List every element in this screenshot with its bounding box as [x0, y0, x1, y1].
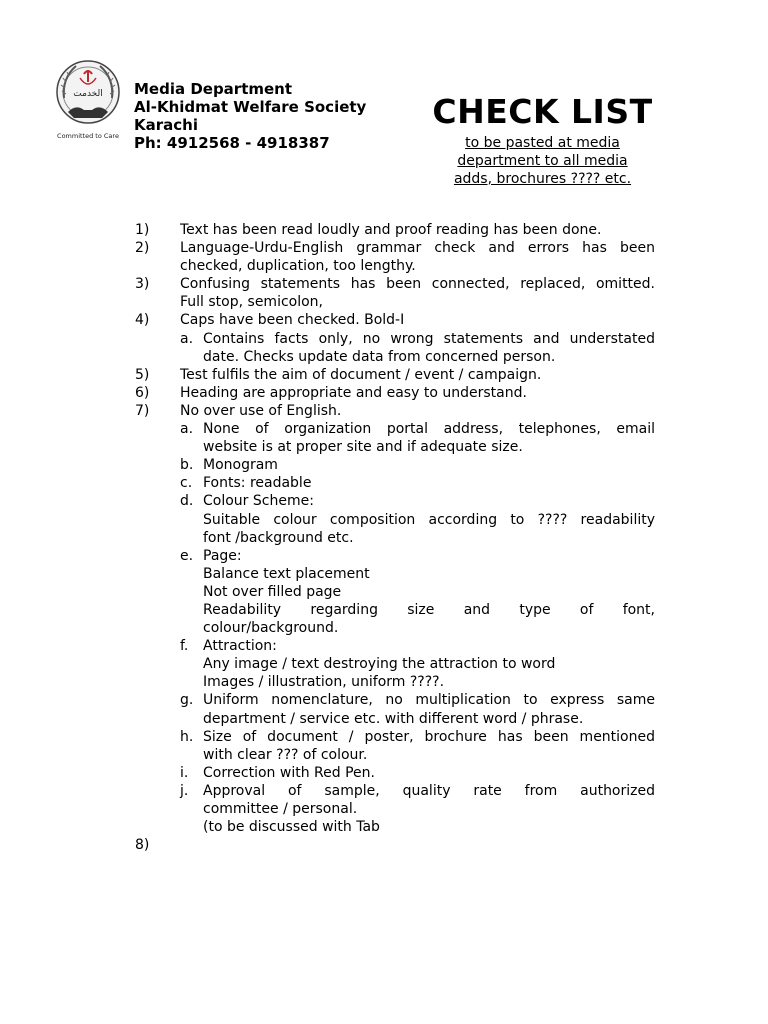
sub-item-text: Approval of sample, quality rate from authorized [203, 782, 655, 799]
sub-item-letter: b. [180, 457, 194, 474]
sub-item-text: date. Checks update data from concerned person. [203, 348, 556, 365]
sub-item-text: Attraction: [203, 638, 277, 655]
item-text: Confusing statements has been connected, replaced, omitted. [180, 276, 655, 293]
sub-item-7j [180, 782, 655, 836]
sub-item-text: committee / personal. [203, 801, 358, 817]
sub-item-letter: e. [180, 547, 194, 564]
sub-item-text: with clear ??? of colour. [203, 746, 368, 763]
sub-item-text: Uniform nomenclature, no multiplication to express same [203, 692, 655, 709]
item-number: 6) [135, 384, 150, 401]
sub-item-4a [180, 330, 655, 366]
checklist-item-7 [135, 402, 655, 836]
subtitle-line: to be pasted at media [465, 135, 620, 151]
sub-item-text: Fonts: readable [203, 475, 312, 492]
subtitle-line: adds, brochures ???? etc. [453, 171, 632, 187]
sub-item-text: Images / illustration, uniform ????. [203, 674, 445, 691]
item-text: Test fulfils the aim of document / event / campaign. [180, 366, 542, 383]
checklist-item-1 [135, 221, 655, 239]
sub-item-text: website is at proper site and if adequate size. [203, 439, 523, 456]
sub-item-letter: i. [180, 764, 189, 781]
sub-item-text: department / service etc. with different word / phrase. [203, 710, 584, 727]
item-text: Language-Urdu-English grammar check and errors has been [180, 240, 655, 257]
department-name: Media Department [134, 80, 293, 98]
sub-item-text: font /background etc. [203, 529, 354, 546]
item-number: 5) [135, 366, 150, 383]
page-title: CHECK LIST [432, 92, 653, 131]
sub-item-text: Colour Scheme: [203, 493, 314, 510]
svg-text:الخدمت: الخدمت [73, 89, 103, 99]
item-number: 7) [135, 402, 150, 419]
checklist-item-3 [135, 275, 655, 311]
sub-item-letter: a. [180, 421, 194, 438]
item-number: 8) [135, 837, 150, 854]
checklist-item-2 [135, 239, 655, 275]
phone-numbers: Ph: 4912568 - 4918387 [134, 134, 330, 152]
checklist-item-5 [135, 366, 655, 384]
sub-item-text: colour/background. [203, 620, 339, 637]
item-number: 2) [135, 240, 150, 257]
logo-emblem-icon [54, 58, 126, 142]
item-text: No over use of English. [180, 402, 342, 419]
society-name: Al-Khidmat Welfare Society [134, 98, 367, 116]
sub-item-text: Suitable colour composition according to ???? readability [203, 511, 655, 528]
item-text: Text has been read loudly and proof reading has been done. [180, 222, 602, 238]
sub-item-text: None of organization portal address, telephones, email [203, 421, 655, 438]
item-number: 3) [135, 276, 150, 293]
sub-item-7g [180, 691, 655, 727]
city-name: Karachi [134, 116, 198, 134]
sub-item-7c [180, 474, 655, 492]
organization-header [134, 80, 384, 152]
sub-item-7i [180, 764, 655, 782]
sub-item-letter: a. [180, 330, 194, 347]
sub-item-text: Contains facts only, no wrong statements and understated [203, 330, 655, 347]
sub-item-7e [180, 547, 655, 637]
sub-item-text: Readability regarding size and type of font, [203, 601, 655, 618]
item-text: checked, duplication, too lengthy. [180, 258, 416, 275]
organization-logo [54, 58, 126, 142]
sub-item-7d [180, 492, 655, 546]
sub-item-letter: j. [180, 782, 189, 799]
sub-item-text: Any image / text destroying the attraction to word [203, 656, 556, 673]
sub-item-7b [180, 456, 655, 474]
sub-item-text: Page: [203, 547, 242, 564]
item-text: Full stop, semicolon, [180, 294, 324, 311]
item-number: 1) [135, 222, 150, 238]
sub-item-text: Correction with Red Pen. [203, 764, 375, 781]
item-number: 4) [135, 312, 150, 329]
sub-item-letter: f. [180, 638, 189, 655]
checklist-item-4 [135, 311, 655, 365]
checklist-item-8 [135, 836, 655, 854]
sub-item-text: Size of document / poster, brochure has been mentioned [203, 728, 655, 745]
sub-item-7h [180, 728, 655, 764]
sub-item-text: (to be discussed with Tab [203, 819, 380, 836]
item-text: Caps have been checked. Bold-I [180, 312, 405, 329]
checklist [135, 221, 655, 854]
sub-item-7f [180, 637, 655, 691]
logo-caption: Committed to Care [57, 132, 119, 140]
sub-item-letter: h. [180, 728, 194, 745]
page-subtitle [430, 134, 655, 188]
sub-item-7a [180, 420, 655, 456]
sub-item-letter: g. [180, 692, 194, 709]
sub-item-text: Balance text placement [203, 565, 370, 582]
checklist-item-6 [135, 384, 655, 402]
sub-item-letter: d. [180, 493, 194, 510]
sub-item-text: Not over filled page [203, 583, 342, 600]
item-text: Heading are appropriate and easy to understand. [180, 384, 527, 401]
subtitle-line: department to all media [457, 153, 628, 169]
sub-item-letter: c. [180, 475, 193, 492]
sub-item-text: Monogram [203, 457, 278, 474]
